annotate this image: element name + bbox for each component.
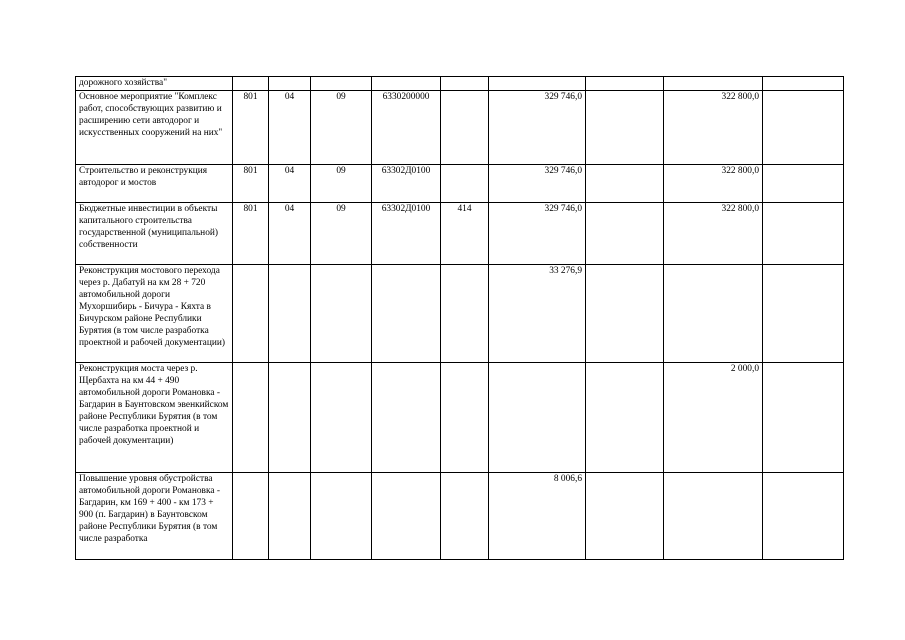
cell-sum-1: 329 746,0 [489,165,586,203]
cell-ved [233,363,269,473]
cell-sum-4 [763,77,844,91]
cell-ved: 801 [233,203,269,265]
cell-csr [372,77,441,91]
row-name: Повышение уровня обустройства автомобильной дороги Романовка - Багдарин, км 169 + 400 - км 173 + 900 (п. Багдарин) в Баунтовском районе Республики Бурятия (в том числе разработка [76,473,233,560]
row-name: Основное мероприятие "Комплекс работ, способствующих развитию и расширению сети автодорог и искусственных сооружений на них" [76,91,233,165]
table-row [76,363,844,473]
table-row [76,473,844,560]
cell-ved: 801 [233,91,269,165]
cell-csr: 6330200000 [372,91,441,165]
cell-ved: 801 [233,165,269,203]
cell-csr: 63302Д0100 [372,203,441,265]
cell-sum-4 [763,265,844,363]
cell-rz: 04 [269,165,311,203]
cell-sum-3: 322 800,0 [664,91,763,165]
cell-sum-4 [763,165,844,203]
row-name: Реконструкция мостового перехода через р. Дабатуй на км 28 + 720 автомобильной дороги Мухоршибирь - Бичура - Кяхта в Бичурском районе Республики Бурятия (в том числе разработка проектной и рабочей документации) [76,265,233,363]
cell-sum-1: 33 276,9 [489,265,586,363]
cell-sum-1 [489,363,586,473]
cell-pr: 09 [311,165,372,203]
cell-rz [269,473,311,560]
cell-sum-3: 322 800,0 [664,165,763,203]
cell-sum-4 [763,203,844,265]
cell-sum-2 [586,363,664,473]
cell-ved [233,265,269,363]
cell-rz [269,265,311,363]
cell-sum-2 [586,265,664,363]
cell-pr: 09 [311,203,372,265]
cell-sum-1: 8 006,6 [489,473,586,560]
cell-csr [372,363,441,473]
cell-sum-4 [763,91,844,165]
row-name: Строительство и реконструкция автодорог и мостов [76,165,233,203]
cell-sum-4 [763,363,844,473]
cell-csr [372,473,441,560]
cell-sum-1 [489,77,586,91]
cell-sum-1: 329 746,0 [489,91,586,165]
cell-vr [441,165,489,203]
cell-rz: 04 [269,91,311,165]
cell-pr [311,363,372,473]
cell-csr: 63302Д0100 [372,165,441,203]
cell-sum-4 [763,473,844,560]
cell-sum-3 [664,473,763,560]
cell-pr [311,265,372,363]
row-name: дорожного хозяйства" [76,77,233,91]
cell-sum-3: 2 000,0 [664,363,763,473]
table-row [76,203,844,265]
cell-pr [311,473,372,560]
cell-ved [233,77,269,91]
row-name: Бюджетные инвестиции в объекты капитального строительства государственной (муниципальной) собственности [76,203,233,265]
cell-pr [311,77,372,91]
cell-sum-2 [586,91,664,165]
cell-vr [441,363,489,473]
cell-vr [441,91,489,165]
cell-sum-2 [586,203,664,265]
cell-sum-3 [664,77,763,91]
cell-rz [269,363,311,473]
cell-sum-1: 329 746,0 [489,203,586,265]
budget-table [75,76,844,560]
cell-sum-2 [586,473,664,560]
cell-sum-3: 322 800,0 [664,203,763,265]
cell-csr [372,265,441,363]
cell-rz: 04 [269,203,311,265]
cell-pr: 09 [311,91,372,165]
table-row [76,77,844,91]
row-name: Реконструкция моста через р. Щербахта на км 44 + 490 автомобильной дороги Романовка - Багдарин в Баунтовском эвенкийском районе Республики Бурятия (в том числе разработка проектной и рабочей документации) [76,363,233,473]
cell-sum-2 [586,165,664,203]
table-row [76,265,844,363]
table-row [76,91,844,165]
cell-ved [233,473,269,560]
cell-vr [441,77,489,91]
table-row [76,165,844,203]
cell-vr [441,473,489,560]
cell-rz [269,77,311,91]
cell-vr [441,265,489,363]
cell-sum-3 [664,265,763,363]
cell-sum-2 [586,77,664,91]
cell-vr: 414 [441,203,489,265]
